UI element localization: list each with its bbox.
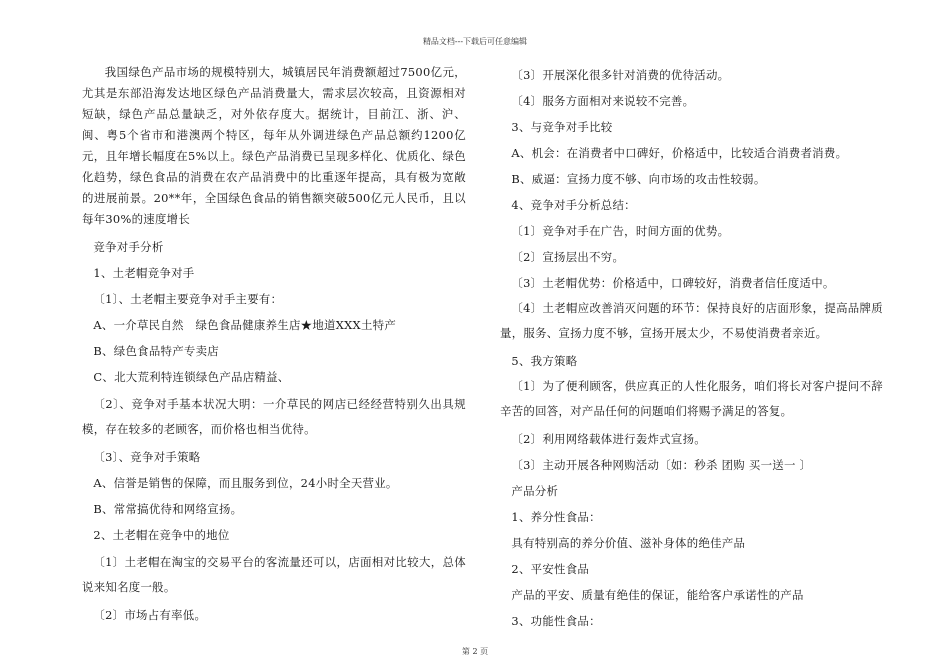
section-1-heading: 1、土老帽竞争对手 xyxy=(93,266,195,280)
competitor-b: B、绿色食品特产专卖店 xyxy=(93,344,219,358)
position-paragraph: 〔1〕土老帽在淘宝的交易平台的客流量还可以，店面相对比较大，总体说来知名度一般。 xyxy=(82,555,466,594)
product-1-heading: 1、养分性食品： xyxy=(511,510,601,524)
section-5-heading: 5、我方策略 xyxy=(511,354,578,368)
competitor-c: C、北大荒利特连锁绿色产品店精益、 xyxy=(93,370,290,384)
intro-paragraph: 我国绿色产品市场的规模特别大，城镇居民年消费额超过7500亿元，尤其是东部沿海发达地区绿色产品消费量大，需求层次较高，且资源相对短缺，绿色产品总量缺乏，对外依存度大。据统计，目前江、浙、沪、闽、粤5个省市和港澳两个特区，每年从外调进绿色产品总额约1200亿元，且年增长幅度在5%以上。绿色产品消费已呈现多样化、优质化、绿色化趋势，绿色食品的消费在农产品消费中的比重逐年提高，具有极为宽敞的进展前景。20**年，全国绿色食品的销售额突破500亿元人民币，且以每年30%的速度增长 xyxy=(82,65,466,226)
competitor-a: A、一介草民自然 绿色食品健康养生店★地道XXX土特产 xyxy=(93,318,397,332)
strategy-b: B、常常搞优待和网络宣扬。 xyxy=(93,502,243,516)
right-line-1: 〔3〕开展深化很多针对消费的优待活动。 xyxy=(511,68,730,82)
competitor-status-paragraph: 〔2〕、竞争对手基本状况大明：一介草民的网店已经经营特别久出具规模，存在较多的老顾客，而价格也相当优待。 xyxy=(82,397,466,436)
product-1-desc: 具有特别高的养分价值、滋补身体的绝佳产品 xyxy=(511,536,746,550)
summary-3: 〔3〕土老帽优势：价格适中，口碑较好，消费者信任度适中。 xyxy=(511,276,835,290)
page-number: 第 2 页 xyxy=(461,647,489,656)
competitor-strategy-heading: 〔3〕、竞争对手策略 xyxy=(93,450,201,464)
product-2-heading: 2、平安性食品 xyxy=(511,562,590,576)
competitor-analysis-heading: 竞争对手分析 xyxy=(93,240,164,254)
summary-4-paragraph: 〔4〕土老帽应改善消灭问题的环节：保持良好的店面形象，提高品牌质量，服务、宣扬力度不够，宣扬开展太少，不易使消费者亲近。 xyxy=(500,301,883,340)
product-analysis-heading: 产品分析 xyxy=(511,484,559,498)
section-4-heading: 4、竞争对手分析总结： xyxy=(511,198,636,212)
product-2-desc: 产品的平安、质量有绝佳的保证，能给客户承诺性的产品 xyxy=(511,588,804,602)
market-share-line: 〔2〕市场占有率低。 xyxy=(93,608,207,622)
our-strategy-1-paragraph: 〔1〕为了便利顾客，供应真正的人性化服务，咱们将长对客户提问不辞辛苦的回答，对产品任何的问题咱们将赐予满足的答复。 xyxy=(500,379,883,418)
strategy-a: A、信誉是销售的保障，而且服务到位，24小时全天营业。 xyxy=(93,476,398,490)
summary-2: 〔2〕宣扬层出不穷。 xyxy=(511,250,625,264)
product-3-heading: 3、功能性食品： xyxy=(511,614,601,628)
our-strategy-3: 〔3〕主动开展各种网购活动〔如：秒杀 团购 买一送一 〕 xyxy=(511,458,812,472)
opportunity-line: A、机会：在消费者中口碑好，价格适中，比较适合消费者消费。 xyxy=(511,146,848,160)
threat-line: B、威逼：宣扬力度不够、向市场的攻击性较弱。 xyxy=(511,172,766,186)
summary-1: 〔1〕竞争对手在广告，时间方面的优势。 xyxy=(511,224,730,238)
our-strategy-2: 〔2〕利用网络载体进行轰炸式宣扬。 xyxy=(511,432,706,446)
right-line-2: 〔4〕服务方面相对来说较不完善。 xyxy=(511,94,695,108)
section-3-heading: 3、与竞争对手比较 xyxy=(511,120,613,134)
right-column xyxy=(500,62,883,634)
left-column xyxy=(82,62,466,628)
section-2-heading: 2、土老帽在竞争中的地位 xyxy=(93,528,230,542)
competitors-list-heading: 〔1〕、土老帽主要竞争对手主要有： xyxy=(93,292,283,306)
page-header: 精品文档---下载后可任意编辑 xyxy=(422,37,528,46)
